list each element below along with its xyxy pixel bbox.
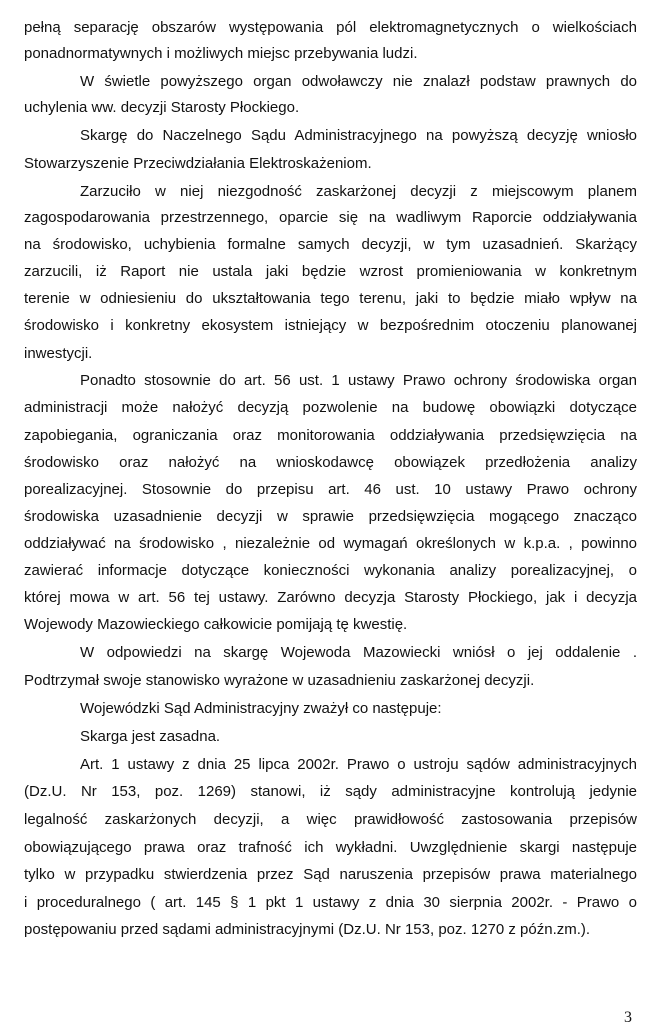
- text-line: na środowisko, uchybienia formalne samych decyzji, w tym uzasadnień. Skarżący: [24, 236, 637, 253]
- text-line: której mowa w art. 56 tej ustawy. Zarówno decyzja Starosty Płockiego, jak i decyzja: [24, 589, 637, 606]
- text-line: porealizacyjnej. Stosownie do przepisu art. 46 ust. 10 ustawy Prawo ochrony: [24, 481, 637, 498]
- text-line: (Dz.U. Nr 153, poz. 1269) stanowi, iż sądy administracyjne kontrolują jedynie: [24, 783, 637, 800]
- text-line: zagospodarowania przestrzennego, oparcie się na wadliwym Raporcie oddziaływania: [24, 209, 637, 226]
- text-line: Stowarzyszenie Przeciwdziałania Elektroskażeniom.: [24, 155, 372, 172]
- text-line: środowisko oraz nałożyć na wnioskodawcę obowiązek przedłożenia analizy: [24, 454, 637, 471]
- text-line: Podtrzymał swoje stanowisko wyrażone w uzasadnieniu zaskarżonej decyzji.: [24, 672, 535, 689]
- text-line: W świetle powyższego organ odwoławczy nie znalazł podstaw prawnych do: [80, 73, 637, 90]
- text-line: Wojewódzki Sąd Administracyjny zważył co następuje:: [80, 700, 442, 717]
- text-line: Skargę do Naczelnego Sądu Administracyjnego na powyższą decyzję wniosło: [80, 127, 637, 144]
- text-line: środowisko i konkretny ekosystem istniejący w bezpośrednim otoczeniu planowanej: [24, 317, 637, 334]
- text-line: Art. 1 ustawy z dnia 25 lipca 2002r. Prawo o ustroju sądów administracyjnych: [80, 756, 637, 773]
- page-number: 3: [624, 1009, 632, 1026]
- text-line: tylko w przypadku stwierdzenia przez Sąd naruszenia przepisów prawa materialnego: [24, 866, 637, 883]
- text-line: oddziaływać na środowisko , niezależnie od wymagań określonych w k.p.a. , powinno: [24, 535, 637, 552]
- text-line: Ponadto stosownie do art. 56 ust. 1 ustawy Prawo ochrony środowiska organ: [80, 372, 637, 389]
- text-line: terenie w odniesieniu do ukształtowania tego terenu, jaki to będzie miało wpływ na: [24, 290, 637, 307]
- text-line: inwestycji.: [24, 345, 93, 362]
- text-line: zapobiegania, ograniczania oraz monitorowania oddziaływania przedsięwzięcia na: [24, 427, 637, 444]
- text-line: zawierać informacje dotyczące konieczności wykonania analizy porealizacyjnej, o: [24, 562, 637, 579]
- text-line: pełną separację obszarów występowania pól elektromagnetycznych o wielkościach: [24, 19, 637, 36]
- text-line: Zarzuciło w niej niezgodność zaskarżonej decyzji z miejscowym planem: [80, 183, 637, 200]
- text-line: W odpowiedzi na skargę Wojewoda Mazowiecki wniósł o jej oddalenie .: [80, 644, 637, 661]
- text-line: obowiązującego prawa oraz trafność ich wykładni. Uwzględnienie skargi następuje: [24, 839, 637, 856]
- text-line: ponadnormatywnych i możliwych miejsc przebywania ludzi.: [24, 45, 418, 62]
- text-line: Wojewody Mazowieckiego całkowicie pomijają tę kwestię.: [24, 616, 408, 633]
- text-line: legalność zaskarżonych decyzji, a więc prawidłowość zastosowania przepisów: [24, 811, 637, 828]
- text-line: uchylenia ww. decyzji Starosty Płockiego.: [24, 99, 300, 116]
- text-line: zarzucili, iż Raport nie ustala jaki będzie wzrost promieniowania w konkretnym: [24, 263, 637, 280]
- text-line: i proceduralnego ( art. 145 § 1 pkt 1 ustawy z dnia 30 sierpnia 2002r. - Prawo o: [24, 894, 637, 911]
- text-line: środowiska uzasadnienie decyzji w sprawie przedsięwzięcia mogącego znacząco: [24, 508, 637, 525]
- text-line: postępowaniu przed sądami administracyjnymi (Dz.U. Nr 153, poz. 1270 z późn.zm.).: [24, 921, 591, 938]
- text-line: Skarga jest zasadna.: [80, 728, 221, 745]
- text-line: administracji może nałożyć decyzją pozwolenie na budowę obowiązki dotyczące: [24, 399, 637, 416]
